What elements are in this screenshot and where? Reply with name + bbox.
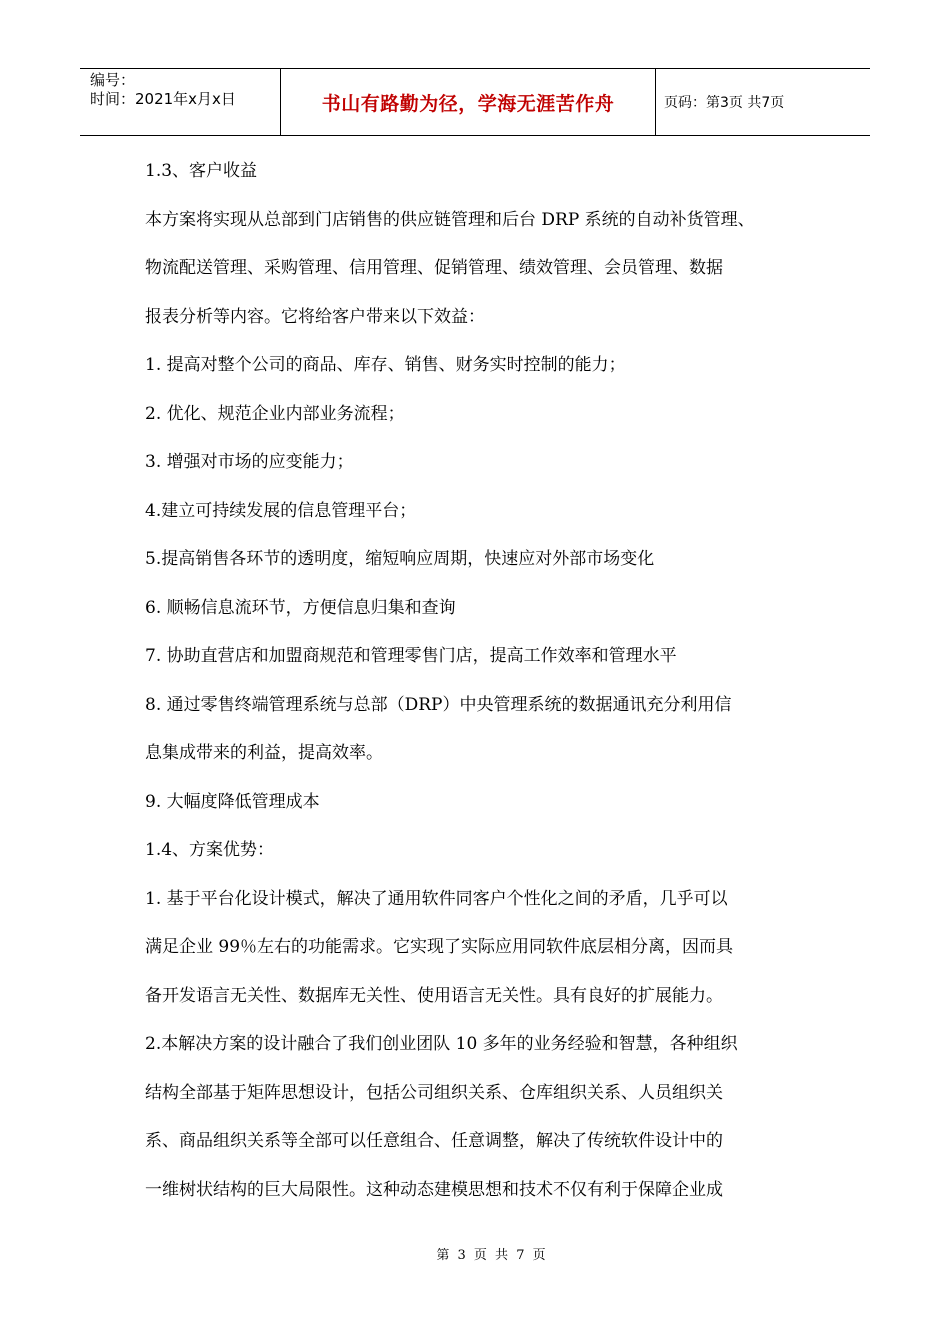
header-motto: 书山有路勤为径，学海无涯苦作舟 [281, 69, 656, 135]
list-item: 8. 通过零售终端管理系统与总部（DRP）中央管理系统的数据通讯充分利用信 [145, 694, 732, 715]
list-item: 1. 基于平台化设计模式，解决了通用软件同客户个性化之间的矛盾，几乎可以 [145, 888, 728, 909]
list-item-continuation: 备开发语言无关性、数据库无关性、使用语言无关性。具有良好的扩展能力。 [145, 985, 723, 1006]
paragraph-line: 报表分析等内容。它将给客户带来以下效益： [145, 306, 485, 327]
list-item: 6. 顺畅信息流环节，方便信息归集和查询 [145, 597, 456, 618]
list-item: 4.建立可持续发展的信息管理平台； [145, 500, 417, 521]
page-footer: 第 3 页 共 7 页 [436, 1248, 548, 1263]
header-page-number: 页码：第3页 共7页 [664, 95, 785, 111]
page-header [80, 68, 870, 136]
list-item-continuation: 系、商品组织关系等全部可以任意组合、任意调整，解决了传统软件设计中的 [145, 1131, 723, 1151]
section-heading-1-4: 1.4、方案优势： [145, 840, 275, 860]
list-item: 1. 提高对整个公司的商品、库存、销售、财务实时控制的能力； [145, 355, 626, 375]
header-meta [80, 69, 281, 135]
document-body [145, 150, 835, 1217]
list-item-continuation: 结构全部基于矩阵思想设计，包括公司组织关系、仓库组织关系、人员组织关 [145, 1082, 723, 1103]
document-date-label: 时间：2021年x月x日 [90, 90, 236, 108]
list-item: 5.提高销售各环节的透明度，缩短响应周期，快速应对外部市场变化 [145, 549, 655, 569]
section-heading-1-3: 1.3、客户收益 [145, 161, 258, 181]
list-item: 7. 协助直营店和加盟商规范和管理零售门店，提高工作效率和管理水平 [145, 646, 677, 666]
list-item: 2. 优化、规范企业内部业务流程； [145, 403, 405, 424]
list-item-continuation: 息集成带来的利益，提高效率。 [145, 743, 383, 763]
document-number-label: 编号： [90, 71, 136, 89]
paragraph-line: 本方案将实现从总部到门店销售的供应链管理和后台 DRP 系统的自动补货管理、 [145, 209, 755, 230]
paragraph-line: 物流配送管理、采购管理、信用管理、促销管理、绩效管理、会员管理、数据 [145, 258, 723, 278]
list-item: 3. 增强对市场的应变能力； [145, 452, 354, 472]
list-item: 9. 大幅度降低管理成本 [145, 791, 320, 812]
list-item: 2.本解决方案的设计融合了我们创业团队 10 多年的业务经验和智慧，各种组织 [145, 1034, 738, 1054]
list-item-continuation: 一维树状结构的巨大局限性。这种动态建模思想和技术不仅有利于保障企业成 [145, 1179, 723, 1200]
list-item-continuation: 满足企业 99％左右的功能需求。它实现了实际应用同软件底层相分离，因而具 [145, 937, 734, 957]
